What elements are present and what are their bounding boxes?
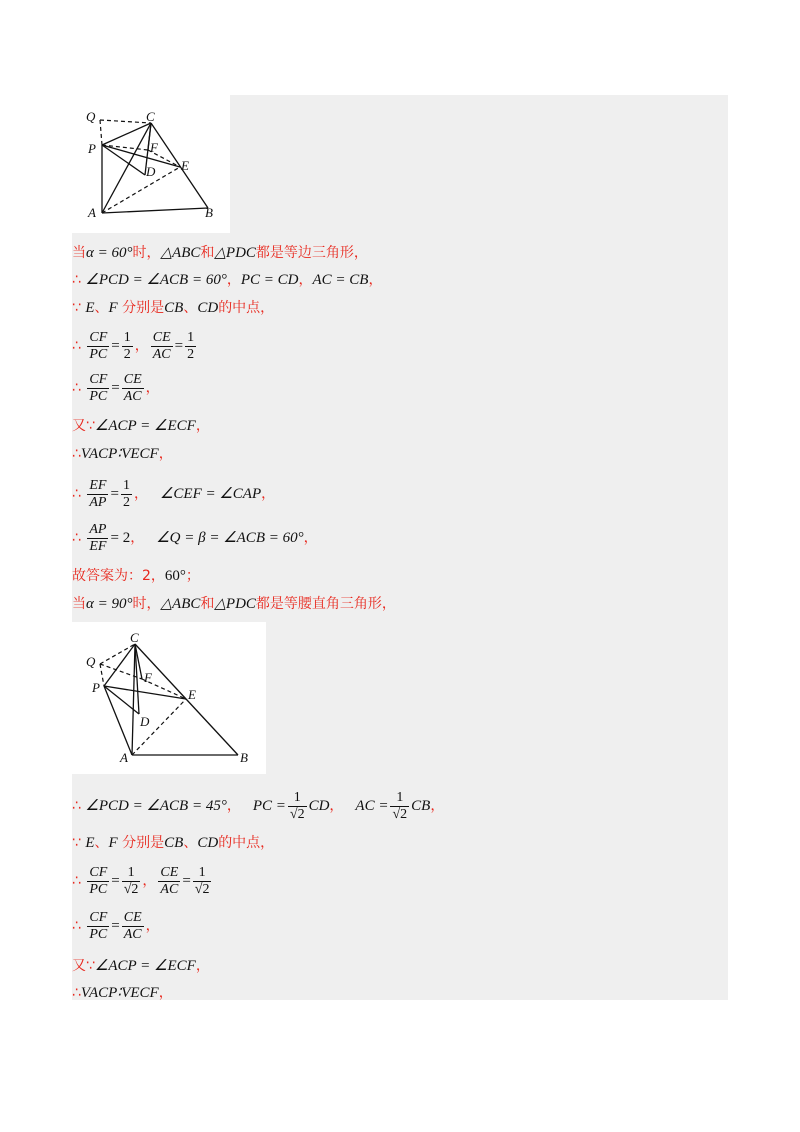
fraction-one-half: $\frac{1}{2}$ (187, 329, 195, 362)
label-E: E (188, 687, 196, 702)
solution-line-9: ∴ $\frac{AP}{EF}$ = 2， ∠Q = β = ∠ACB = 60°， (72, 521, 318, 554)
label-A: A (88, 205, 96, 220)
solution-line-2: ∴ ∠PCD = ∠ACB = 60°，PC = CD，AC = CB， (72, 272, 383, 288)
solution-line-16: 又∵∠ACP = ∠ECF， (72, 958, 210, 974)
label-C: C (130, 630, 139, 645)
solution-line-6: 又∵∠ACP = ∠ECF， (72, 418, 210, 434)
solution-line-17: ∴VACP∶VECF， (72, 985, 173, 1001)
solution-line-1: 当α = 60°时，△ABC和△PDC都是等边三角形， (72, 245, 368, 261)
figure-1 (72, 95, 230, 233)
solution-line-15: ∴ $\frac{CF}{PC}$ = $\frac{CE}{AC}$ ， (72, 909, 160, 942)
label-P: P (92, 680, 100, 695)
solution-line-13: ∵ E、F 分别是CB、CD的中点， (72, 835, 275, 851)
solution-line-7: ∴VACP∶VECF， (72, 446, 173, 462)
solution-line-10: 故答案为：2，60°； (72, 568, 200, 584)
solution-line-4: ∴ $\frac{CF}{PC}$ = $\frac{1}{2}$ ， $\frac{CE}{AC}$ = $\frac{1}{2}$ (72, 329, 195, 362)
label-D: D (140, 714, 150, 729)
label-Q: Q (86, 109, 96, 124)
fraction-cf-pc: $\frac{CF}{PC}$ (89, 329, 108, 362)
label-P: P (88, 141, 96, 156)
solution-line-12: ∴ ∠PCD = ∠ACB = 45°， PC = $\frac{1}{√2}$ CD， AC = $\frac{1}{√2}$ CB， (72, 789, 445, 822)
solution-line-5: ∴ $\frac{CF}{PC}$ = $\frac{CE}{AC}$ ， (72, 371, 160, 404)
label-Q: Q (86, 654, 96, 669)
figure-2 (72, 622, 266, 774)
geometry-diagram-2 (72, 622, 266, 774)
solution-line-14: ∴ $\frac{CF}{PC}$ = $\frac{1}{√2}$ ， $\frac{CE}{AC}$ = $\frac{1}{√2}$ (72, 864, 210, 897)
solution-line-3: ∵ E、F 分别是CB、CD的中点， (72, 300, 275, 316)
geometry-diagram-1 (72, 95, 230, 233)
solution-line-8: ∴ $\frac{EF}{AP}$ = $\frac{1}{2}$ ， ∠CEF = ∠CAP， (72, 477, 276, 510)
label-C: C (146, 109, 155, 124)
label-D: D (146, 164, 156, 179)
label-E: E (181, 158, 189, 173)
label-B: B (240, 750, 248, 765)
label-B: B (205, 205, 213, 220)
solution-line-11: 当α = 90°时，△ABC和△PDC都是等腰直角三角形， (72, 596, 396, 612)
label-A: A (120, 750, 128, 765)
fraction-one-half: $\frac{1}{2}$ (123, 329, 131, 362)
label-F: F (144, 670, 152, 685)
label-F: F (150, 140, 158, 155)
fraction-ce-ac: $\frac{CE}{AC}$ (152, 329, 171, 362)
